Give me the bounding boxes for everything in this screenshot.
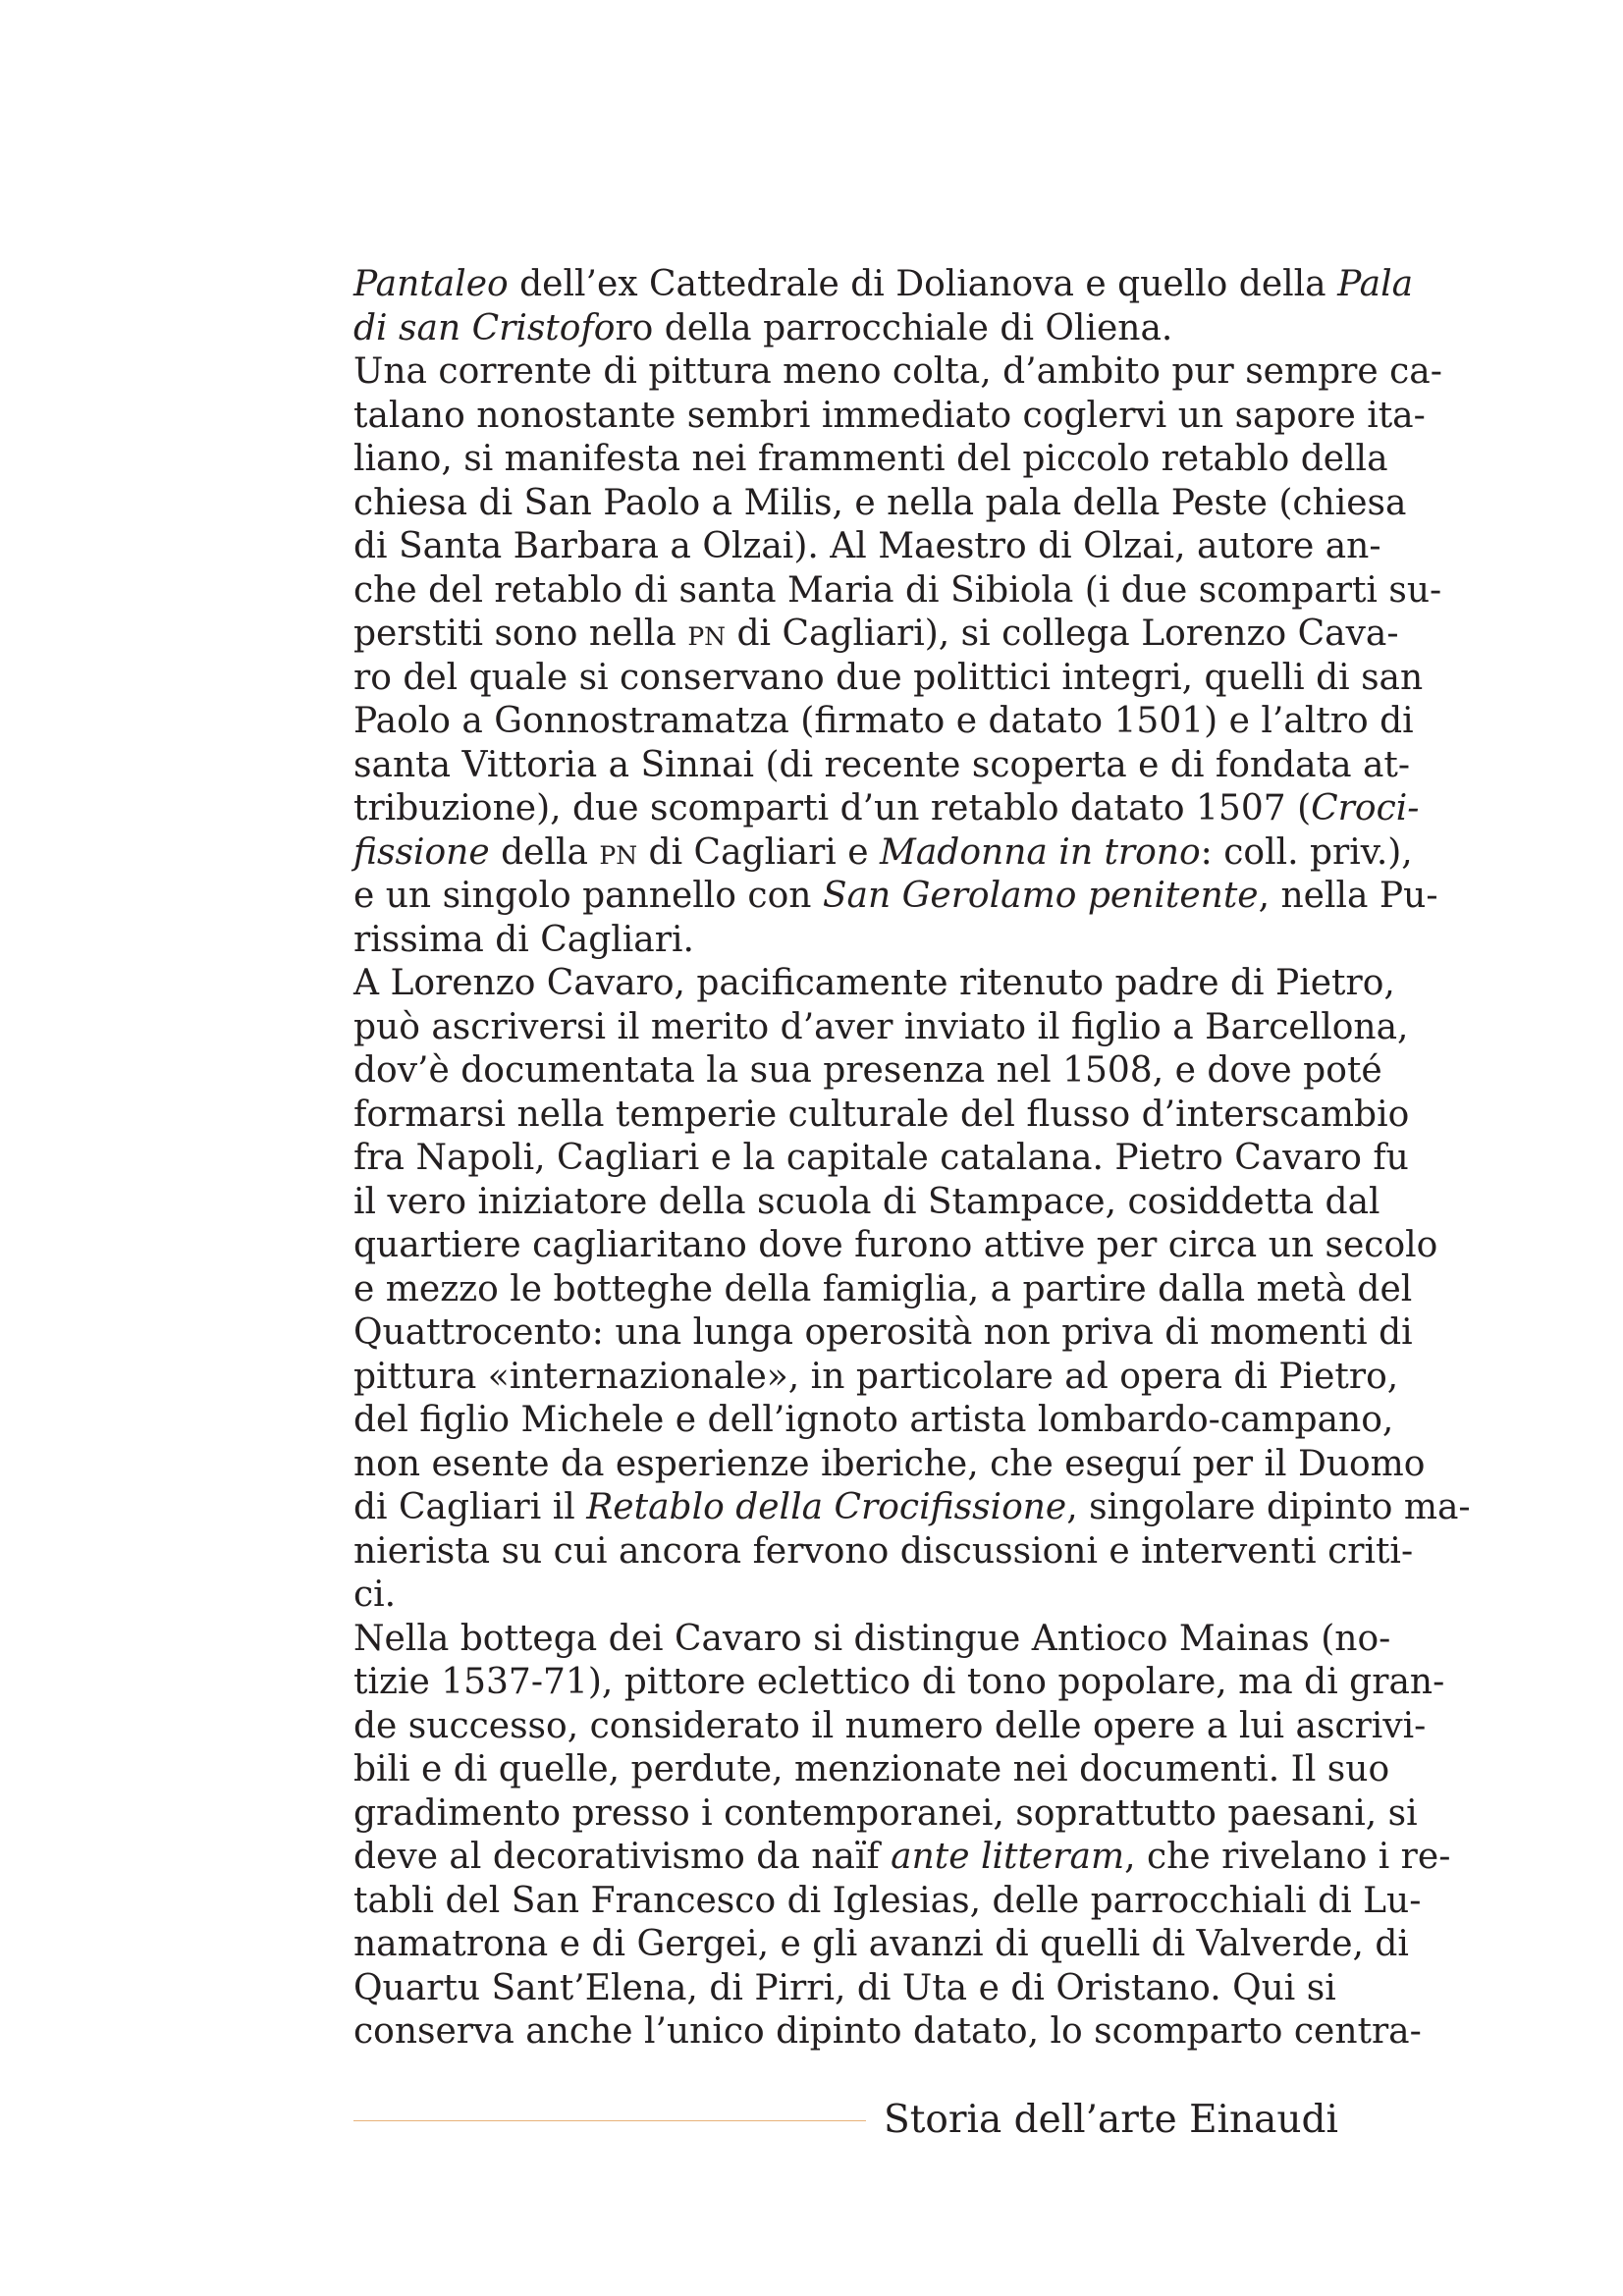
text-segment: Pala [1337, 264, 1414, 304]
text-segment: A Lorenzo Cavaro, pacificamente ritenuto padre di Pietro, [353, 963, 1395, 1003]
text-line [353, 787, 1420, 831]
text-segment: perstiti sono nella [353, 614, 688, 654]
text-segment: può ascriversi il merito d’aver inviato il figlio a Barcellona, [353, 1006, 1409, 1047]
text-segment: Paolo a Gonnostramatza (firmato e datato [353, 701, 1114, 741]
text-segment: fissione [353, 831, 490, 873]
text-line [353, 919, 1296, 963]
text-segment: Croci- [1311, 788, 1420, 828]
text-segment: ( [1285, 788, 1312, 828]
text-segment: deve al decorativismo da naïf [353, 1837, 892, 1877]
text-segment: tribuzione), due scomparti d’un retablo datato [353, 788, 1197, 828]
text-segment: santa Vittoria a Sinnai (di recente scoperta e di fondata at- [353, 744, 1411, 785]
text-segment: ), pittore eclettico di tono popolare, ma di gran- [587, 1662, 1445, 1702]
text-segment: de successo, considerato il numero delle opere a lui ascrivi- [353, 1705, 1427, 1746]
text-segment: conserva anche l’unico dipinto datato, lo scomparto centra- [353, 2011, 1422, 2052]
text-line [353, 1618, 1391, 1662]
text-segment: rissima di Cagliari. [353, 919, 694, 960]
text-segment: dov’è documentata la sua presenza nel [353, 1050, 1063, 1091]
text-line [353, 2010, 1422, 2055]
text-segment: tizie [353, 1662, 442, 1702]
text-segment: Nella bottega dei Cavaro si distingue Antioco Mainas (no- [353, 1618, 1391, 1659]
text-segment: ci. [353, 1575, 397, 1615]
text-line [353, 263, 1414, 307]
text-segment: : coll. priv.), [1200, 831, 1413, 873]
text-line [353, 1224, 1438, 1268]
text-segment: che del retablo di santa Maria di Sibiola (i due scomparti su- [353, 569, 1442, 611]
text-segment: pn [687, 614, 727, 654]
text-segment: namatrona e di Gergei, e gli avanzi di quelli di Valverde, di [353, 1924, 1409, 1964]
text-line [353, 962, 1395, 1006]
text-segment: San Gerolamo penitente [822, 876, 1259, 916]
text-segment: del figlio Michele e dell’ignoto artista lombardo-campano, [353, 1400, 1394, 1440]
text-line [353, 613, 1399, 657]
text-segment: pn [599, 831, 638, 873]
text-line [353, 1486, 1471, 1530]
text-segment: tabli del San Francesco di Iglesias, delle parrocchiali di Lu- [353, 1880, 1422, 1921]
text-line [353, 482, 1407, 526]
text-segment: e mezzo le botteghe della famiglia, a partire dalla metà del [353, 1268, 1413, 1309]
text-line [353, 1268, 1413, 1312]
text-segment: gradimento presso i contemporanei, soprattutto paesani, si [353, 1792, 1418, 1834]
text-segment: ) e l’altro di [1204, 701, 1414, 741]
footer-title: Storia dell’arte Einaudi [884, 2098, 1338, 2142]
text-segment: Quartu Sant’Elena, di Pirri, di Uta e di Oristano. Qui si [353, 1967, 1336, 2008]
text-line [353, 1748, 1390, 1792]
text-segment: ro del quale si conservano due polittici integri, quelli di san [353, 657, 1424, 698]
text-segment: bili e di quelle, perdute, menzionate nei documenti. Il suo [353, 1749, 1390, 1789]
text-segment: , singolare dipinto ma- [1066, 1487, 1471, 1527]
text-segment: Pantaleo [353, 264, 509, 304]
body-text [353, 263, 1471, 2055]
text-line [353, 1661, 1445, 1705]
text-line [353, 307, 1296, 351]
text-segment: fra Napoli, Cagliari e la capitale catalana. Pietro Cavaro fu [353, 1138, 1409, 1178]
text-segment: talano nonostante sembri immediato coglervi un sapore ita- [353, 395, 1426, 436]
text-line [353, 1967, 1336, 2011]
text-segment: di Cagliari il [353, 1487, 587, 1527]
text-segment: Retablo della Crocifissione [586, 1487, 1067, 1527]
text-segment: di Cagliari), si collega Lorenzo Cava- [726, 614, 1399, 654]
text-segment: e un singolo pannello con [353, 876, 823, 916]
text-segment: della [489, 831, 600, 873]
text-segment: ro della parrocchiale di Oliena. [615, 307, 1173, 348]
text-segment: di Cagliari e [637, 831, 880, 873]
text-line [353, 1574, 1296, 1618]
text-segment: 1501 [1113, 701, 1205, 741]
text-line [353, 1049, 1382, 1094]
text-segment: Madonna in trono [879, 831, 1201, 873]
text-line [353, 744, 1411, 788]
text-line [353, 831, 1413, 876]
text-segment: pittura «internazionale», in particolare ad opera di Pietro, [353, 1356, 1399, 1397]
text-line [353, 1705, 1427, 1749]
text-segment: , che rivelano i re- [1124, 1837, 1451, 1877]
text-segment: nierista su cui ancora fervono discussioni e interventi criti- [353, 1530, 1414, 1572]
text-line [353, 525, 1381, 569]
text-segment: , nella Pu- [1258, 876, 1438, 916]
text-line [353, 1181, 1380, 1225]
text-line [353, 438, 1388, 482]
text-line [353, 395, 1426, 439]
text-segment: Quattrocento: una lunga operosità non priva di momenti di [353, 1312, 1413, 1353]
text-line [353, 569, 1442, 614]
text-segment: formarsi nella temperie culturale del flusso d’interscambio [353, 1094, 1410, 1135]
text-line [353, 1137, 1409, 1181]
footer-rule [353, 2120, 866, 2121]
text-line [353, 657, 1424, 701]
text-line [353, 1792, 1418, 1837]
text-segment: 1507 [1196, 788, 1286, 828]
text-segment: 1508 [1062, 1050, 1153, 1091]
text-line [353, 1311, 1413, 1356]
text-segment: Una corrente di pittura meno colta, d’ambito pur sempre ca- [353, 351, 1442, 392]
text-segment: non esente da esperienze iberiche, che eseguí per il Duomo [353, 1443, 1426, 1484]
text-segment: , e dove poté [1152, 1050, 1382, 1091]
text-segment: il vero iniziatore della scuola di Stampace, cosiddetta dal [353, 1181, 1380, 1222]
text-line [353, 1094, 1410, 1138]
text-segment: di Santa Barbara a Olzai). Al Maestro di Olzai, autore an- [353, 526, 1381, 566]
text-line [353, 1399, 1394, 1443]
text-segment: quartiere cagliaritano dove furono attive per circa un secolo [353, 1225, 1438, 1265]
text-line [353, 1443, 1426, 1487]
text-line [353, 1836, 1451, 1880]
text-segment: 1537-71 [441, 1662, 588, 1702]
text-segment: ante litteram [891, 1837, 1125, 1877]
text-segment: dell’ex Cattedrale di Dolianova e quello della [508, 264, 1338, 304]
text-line [353, 1923, 1409, 1967]
text-line [353, 1880, 1422, 1924]
text-line [353, 1356, 1399, 1400]
text-segment: di san Cristofo [353, 307, 616, 348]
text-line [353, 1006, 1409, 1050]
text-line [353, 700, 1414, 744]
text-segment: chiesa di San Paolo a Milis, e nella pala della Peste (chiesa [353, 482, 1407, 523]
text-line [353, 350, 1442, 395]
text-line [353, 875, 1438, 919]
text-segment: liano, si manifesta nei frammenti del piccolo retablo della [353, 439, 1388, 479]
text-line [353, 1530, 1414, 1575]
